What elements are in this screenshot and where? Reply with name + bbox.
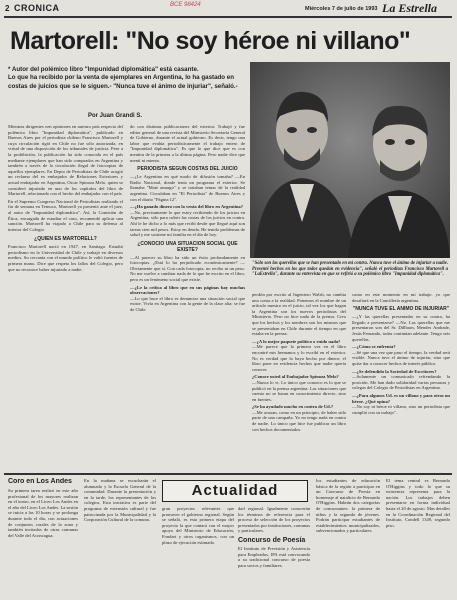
body-text: —Al parecer su libro ha sido un éxito profundamente en fotocopias. ¿Está lo ha perjudicado económicamente? —Obviamente que sí. Con cada fotocopia, no recibo ni un peso. No me vuelve a cambiar nada de lo que he escrito en el libro, pero es un fenómeno social que existe. xyxy=(130,254,245,283)
body-text: Francisco Martorell nació en 1947, en Santiago. Estudió periodismo en la Universidad de Chile y trabajó en diversos medios. Su cercanía con el mundo político le valió fuentes de primera mano. Dice que respeta los fallos del Colegio, pero que no reconoce haber injuriado a nadie. xyxy=(8,244,123,272)
body-text: —Me parece que la primera vez en el libro encontré mis hermanos y lo escribí en el exterior. No es verdad que lo haya hecho por dinero; el libro pone en evidencia hechos que nadie quería conocer. xyxy=(252,344,346,372)
question: —¿Se defendido la Sociedad de Escritores? xyxy=(352,368,437,374)
body-text: dad regional. Igualmente conocerán los términos de referencia para el proceso de selección de los proyectos presentados por instituciones, comunas y particulares. xyxy=(238,506,310,534)
newspaper-name: La Estrella xyxy=(382,1,438,15)
issue-date: Miércoles 7 de julio de 1993 xyxy=(305,6,378,12)
body-text: —Me acusan, como en un principio, de haber sido parte de una campaña. Yo no tengo nada en contra de nadie. Lo único que hice fue publicar un libro con hechos documentados. xyxy=(252,409,346,432)
body-text: El tema central es Bernardo O'Higgins y todo lo que su existencia representa para la nación. Los trabajos deben presentarse en forma individual hasta el 20 de agosto. Mas detalles en la Coordinación Regional del Instituto, Condell 1349, segundo piso. xyxy=(386,478,450,528)
section-banner xyxy=(162,480,308,502)
lead-line-1: * Autor del polémico libro "Impunidad diplomática" está casante. xyxy=(8,66,199,73)
question: —¿Cómo se enfrenta? xyxy=(352,344,396,350)
subheading: "NUNCA TUVE EL ANIMO DE INJURIAR" xyxy=(352,306,450,313)
body-text: El Instituto de Previsión y Asistencia para Empleados, IPA está convocando a su tradicional concurso de poesía para socios y familiares. xyxy=(238,545,310,568)
body-text: —¿Y las querellas presentadas en su contra, ha llegado a presentarse? —No. Las querellas que me presentaron son del Sr. Dillbarn, Mendes Andrade, Jesús Fernando, todas continúan adelante. Tengo seis querellas. xyxy=(352,314,450,342)
body-text: los estudiantes de educación básica de la región a participar en un Concurso de Poesía en homenaje al natalicio de Bernardo O'Higgins. Habrán dos categorías de concursantes: la primera de niños y la segunda de jóvenes. Podrán participar estudiantes de establecimientos municipalizados, subvencionados y particulares. xyxy=(316,478,380,534)
page-number: 2 xyxy=(5,4,10,13)
body-text: Mientras dirigentes ven opiniones en nuestro país respecto del polémico libro "Impunidad diplomática", publicado en Buenos Aires por el periodista chileno Francisco Martorell y cuya circulación rigió en Chile no fue sólo autorizada, en virtud de una disposición de los tribunales de justicia. Pese a la prohibición, la publicación ha sido conocida en el país mediante ejemplares que han sido comprados en Argentina y también a través de la circulación ilegal de fotocopias de aquellos ejemplares. En Depto de Periodistas de Chile acogió un reclamo del ex embajador de Relaciones Exteriores y actual embajador en Argentina, Oscar Spinoza Melo, quien se consideró injuriado en uno de los capítulos del libro de Martorell, relacionado con el hecho del embajador con el país. xyxy=(8,124,123,197)
body-text: —Nunca lo vi. Lo único que conozco es lo que se publicó en la prensa argentina. Las situaciones que cuento no se basan en conocimiento directo, sino en fuentes. xyxy=(252,379,346,402)
article-photo xyxy=(250,62,450,258)
bottom-column-2 xyxy=(84,478,156,596)
bottom-column-5 xyxy=(316,478,380,596)
column-2 xyxy=(130,124,245,470)
brief-title: Coro en Los Andes xyxy=(8,478,72,485)
photo-caption: "Sólo son las querellas que se han presentado en mi contra. Nunca tuve el ánimo de injuriar a nadie. Presenté hechos en los que todos quedan en evidencia", señaló el periodista Francisco Martorell a "LaEstrella", durante su entrevista en que se refirió a su polémico libro "Impunidad diplomática". xyxy=(252,261,448,278)
bottom-column-4 xyxy=(238,506,310,596)
body-text: —Lo que hace el libro es denunciar una situación social que existe. Vivía en Argentina con la gente de la clase alta; se fue de Chile. xyxy=(130,295,245,313)
question: ¿Conoce usted al Embajador Spinoza Melo? xyxy=(252,374,339,380)
section-name: CRONICA xyxy=(14,3,60,13)
lead-line-2: Lo que ha recibido por la venta de ejemplares en Argentina, lo ha gastado en costas de juicios que se le siguen.- "Nunca tuve el ánimo de injuriar", señaló.- xyxy=(8,74,238,90)
body-text: perdón por escrito al Ingeniero Walsh, no cambia una coma a la realidad. Ponemos el nombre de un artículo nuestro en el juicio, tal vez los que hagan la Argentina son los nuevos periodistas del Ministerio. Pero no hice nada de la prensa. Creo que los hechos y los nombres son los mismos que se presentaban en Chile durante el tiempo en que estaba en la prensa. xyxy=(252,292,346,337)
body-text: —Solamente un comunicado refrendando la posición. Me han dado solidaridad varias personas y colegas del Colegio de Periodistas en Argentina. xyxy=(352,374,450,391)
question: —¿A lo mejor paquete político o ruido nada? xyxy=(252,338,341,344)
byline: Por Juan Grandi S. xyxy=(88,113,143,119)
subheading: PERIODISTA SEGUN COSTAS DEL JUICIO xyxy=(137,166,238,173)
question: —¿Ha ganado dinero con la venta del libro en Argentina? xyxy=(130,204,244,210)
column-3 xyxy=(252,292,346,470)
subheading: ¿CONOCIO UNA SITUACION SOCIAL QUE EXISTE? xyxy=(137,240,238,253)
question: —¿Para algunos Ud. es un villano y para otros un héroe. ¿Qué opina? xyxy=(352,392,450,404)
body-text: —No, precisamente lo que estoy recibiendo de los juicios en Argentina, sólo para cubrir las costas de los juicios en contra. Ahí le he dicho a lo más que recibí desde que llegué aquí son tareas cien mil pesos. Estoy en deuda. He tenido problemas de salud y me sostiene mi familia en el día de hoy. xyxy=(130,209,245,238)
body-text: —¿Le Argentina en qué modo de difusión tomaba? —En Radio Nacional, donde tenía un programa el exterior. Se llamaba "Mate amargo" y se trataban temas de la realidad argentina. Circulaban en "El Periodista" de Buenos Aires y con el diario "Página 12". xyxy=(130,174,245,202)
body-text: —Sé que una vez que paso el tiempo, la verdad será visible. Nunca tuve el ánimo de injuriar, sino que quise dar a conocer hechos de interés público. xyxy=(352,349,450,366)
body-text: En la mañana se escucharán el alumnado y la Escuela General de la comunidad. Durante la presentación y en la tarde, los representantes de los colegios. Esta iniciativa es parte del programa de extensión cultural y fue patrocinada por la Municipalidad y la Corporación Cultural de la comuna. xyxy=(84,478,156,523)
header-rule xyxy=(4,16,452,18)
body-text: como en este momento en mi trabajo. yo que desafiará en la Cancillería argentina. xyxy=(352,292,450,303)
bottom-column-1 xyxy=(8,478,78,596)
brief-title: Concurso de Poesía xyxy=(238,536,306,544)
body-text: gran proyectos relevantes que promover el gobierno regional. Según se señaló, es esta primera etapa del proyecto la que contará con el mayor apoyo del Ministerio de Educación, Fondart y otros organismos, con un plazo de ejecución estimado. xyxy=(162,506,234,545)
bottom-column-3 xyxy=(162,506,234,596)
body-text: do con distintas publicaciones del exterior. Trabajó y fue editor general de una revista del Ministerio Secretaría General de Gobierno, durante el actual gobierno. Es decir, tengo una labor que evalúa periodísticamente el trabajo entero de "Impunidad diplomática". Es que lo que dice que es con mentira de la primera a la última página. Pero nadie dice que mentí ni miento. xyxy=(130,124,245,163)
question: —¿Le la crítica al libro que en sus páginas hay muchas observaciones? xyxy=(130,284,245,296)
portrait-image xyxy=(250,62,450,258)
handwritten-note: BCE 98424 xyxy=(170,2,201,8)
body-text: Su primera tarea realizó en este año profesional de los mayores realizan en el teatro, en el Liceo Los Andes en el año del Liceo Los Andes. La sesión se inicia a las 10 horas y se prolonga durante todo el día, con actuaciones de conjuntos corales de la zona y también invitados de otras comunas del Valle del Aconcagua. xyxy=(8,488,78,538)
question: ¿Se ha ayudado mucho en contra de Ud.? xyxy=(252,404,334,410)
column-1 xyxy=(8,124,123,470)
section-divider xyxy=(4,473,452,475)
bottom-column-6 xyxy=(386,478,450,596)
body-text: —No soy ni héroe ni villano, sino un periodista que cumplió con su trabajo". xyxy=(352,404,450,415)
subheading: ¿QUIEN ES MARTORELL? xyxy=(34,236,97,243)
article-lead xyxy=(8,66,246,91)
body-text: En el Supremo Congreso Nacional de Periodistas realizado el fin de semana en Temuco, Martorell ya presentó ante el juez, al autor de "Impunidad diplomática". Así, la Comisión de Ética, encargada de estudiar el caso, recomendó aplicar una sanción. Martorell ha viajado a Chile para su defensa al interior del Colegio. xyxy=(8,198,123,232)
headline: Martorell: "No soy héroe ni villano" xyxy=(10,27,411,55)
column-4 xyxy=(352,292,450,470)
section-banner-title: Actualidad xyxy=(191,482,279,499)
